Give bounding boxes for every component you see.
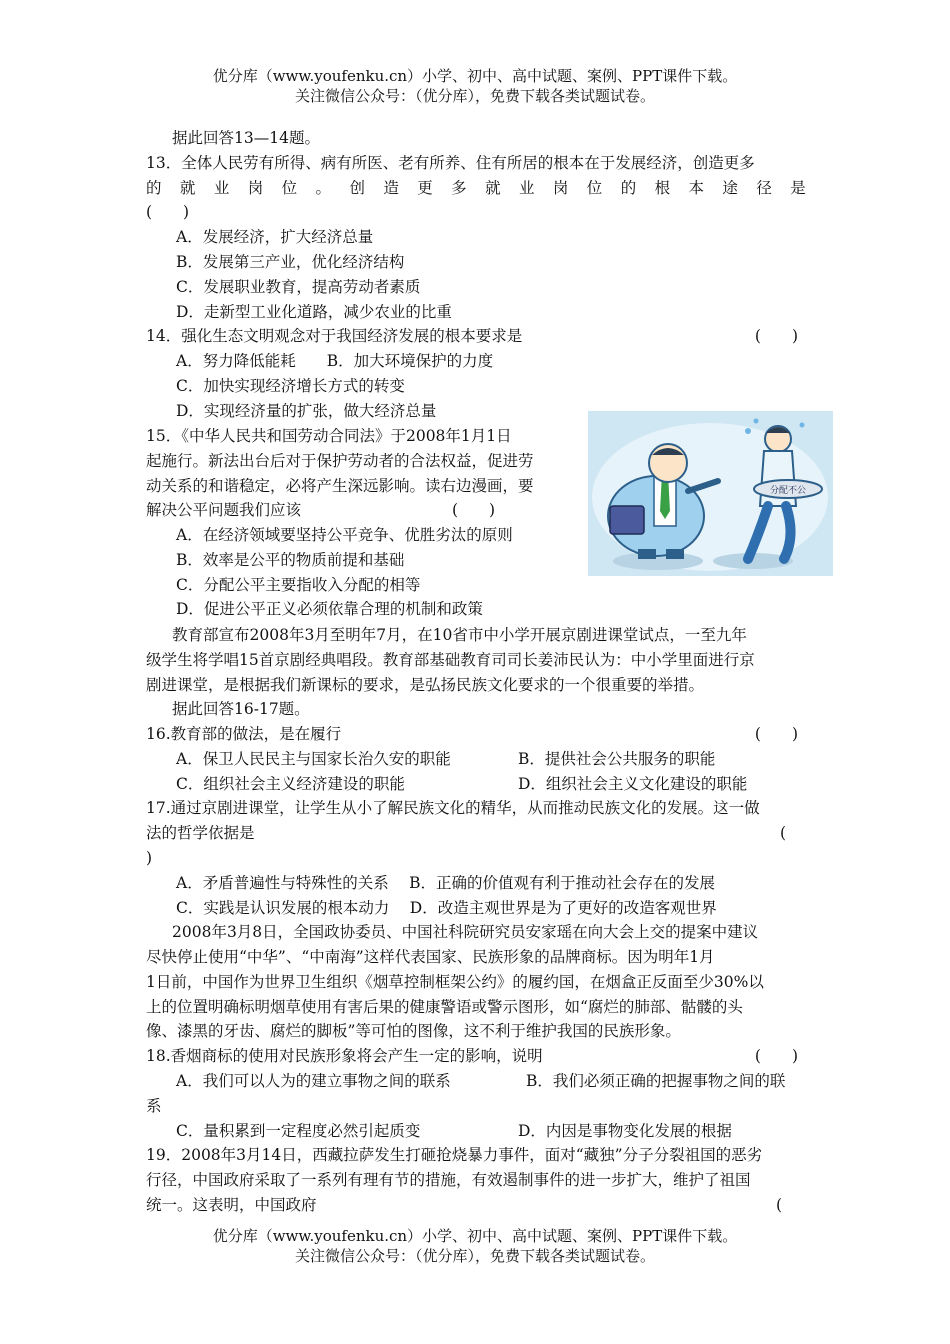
passage-16-17-line-1: 教育部宣布2008年3月至明年7月，在10省市中小学开展京剧进课堂试点，一至九年 xyxy=(172,626,747,644)
q17-option-cd: C．实践是认识发展的根本动力 D．改造主观世界是为了更好的改造客观世界 xyxy=(176,899,717,917)
q18-option-a: A．我们可以人为的建立事物之间的联系 xyxy=(176,1072,451,1090)
q13-option-b: B．发展第三产业，优化经济结构 xyxy=(176,253,405,271)
q13-stem-line-2: 的 就 业 岗 位 。 创 造 更 多 就 业 岗 位 的 根 本 途 径 是 xyxy=(146,179,806,197)
q18-stem: 18.香烟商标的使用对民族形象将会产生一定的影响，说明 xyxy=(146,1047,543,1065)
q15-stem-line-1: 15．《中华人民共和国劳动合同法》于2008年1月1日 xyxy=(146,427,512,445)
passage-18-line-3: 1日前，中国作为世界卫生组织《烟草控制框架公约》的履约国，在烟盒正反面至少30%以 xyxy=(146,973,764,991)
q19-stem-line-2: 行径，中国政府采取了一系列有理有节的措施，有效遏制事件的进一步扩大，维护了祖国 xyxy=(146,1171,751,1189)
q16-answer-paren: ( ) xyxy=(754,725,798,743)
q13-answer-paren: ( ) xyxy=(146,203,190,221)
q13-option-c: C．发展职业教育，提高劳动者素质 xyxy=(176,278,421,296)
q17-option-ab: A．矛盾普遍性与特殊性的关系 B．正确的价值观有利于推动社会存在的发展 xyxy=(176,874,716,892)
q17-paren-close: ) xyxy=(146,849,153,867)
header-line-2: 关注微信公众号：（优分库），免费下载各类试题试卷。 xyxy=(294,87,655,105)
header-line-1: 优分库（www.youfenku.cn）小学、初中、高中试题、案例、PPT课件下载。 xyxy=(212,67,738,85)
q15-option-d: D．促进公平正义必须依靠合理的机制和政策 xyxy=(176,600,483,618)
q16-option-b: B．提供社会公共服务的职能 xyxy=(518,750,716,768)
q14-option-d: D．实现经济量的扩张，做大经济总量 xyxy=(176,402,437,420)
cartoon-illustration xyxy=(588,411,833,576)
passage-18-line-2: 尽快停止使用“中华”、“中南海”这样代表国家、民族形象的品牌商标。因为明年1月 xyxy=(146,948,715,966)
q19-stem-line-3: 统一。这表明，中国政府 xyxy=(146,1196,317,1214)
q17-stem-line-2: 法的哲学依据是 xyxy=(146,824,255,842)
passage-16-17-line-3: 剧进课堂，是根据我们新课标的要求，是弘扬民族文化要求的一个很重要的举措。 xyxy=(146,676,705,694)
q15-stem-line-3: 动关系的和谐稳定，必将产生深远影响。读右边漫画，要 xyxy=(146,477,534,495)
footer-line-2: 关注微信公众号：（优分库），免费下载各类试题试卷。 xyxy=(294,1247,655,1265)
q15-option-b: B．效率是公平的物质前提和基础 xyxy=(176,551,405,569)
passage-18-line-5: 像、漆黑的牙齿、腐烂的脚板”等可怕的图像，这不利于维护我国的民族形象。 xyxy=(146,1022,681,1040)
q16-option-c: C．组织社会主义经济建设的职能 xyxy=(176,775,405,793)
bowl-caption: 分配不公 xyxy=(769,486,807,496)
q19-paren-open: ( xyxy=(776,1196,783,1214)
q15-option-c: C．分配公平主要指收入分配的相等 xyxy=(176,576,421,594)
q16-stem: 16.教育部的做法，是在履行 xyxy=(146,725,342,743)
q18-option-c: C．量积累到一定程度必然引起质变 xyxy=(176,1122,421,1140)
q14-answer-paren: ( ) xyxy=(754,327,798,345)
q18-option-b-continued: 系 xyxy=(146,1097,162,1115)
page-header xyxy=(0,66,950,106)
q18-answer-paren: ( ) xyxy=(754,1047,798,1065)
q17-paren-open: ( xyxy=(780,824,787,842)
q13-option-a: A．发展经济，扩大经济总量 xyxy=(176,228,374,246)
q15-answer-paren: ( ) xyxy=(452,501,496,519)
q13-option-d: D．走新型工业化道路，减少农业的比重 xyxy=(176,303,452,321)
q15-stem-line-2: 起施行。新法出台后对于保护劳动者的合法权益，促进劳 xyxy=(146,452,534,470)
q14-option-ab: A．努力降低能耗 B．加大环境保护的力度 xyxy=(176,352,494,370)
q13-stem-line-1: 13．全体人民劳有所得、病有所医、老有所养、住有所居的根本在于发展经济，创造更多 xyxy=(146,154,755,172)
q18-option-b: B．我们必须正确的把握事物之间的联 xyxy=(526,1072,786,1090)
q15-stem-line-4: 解决公平问题我们应该 xyxy=(146,501,302,519)
footer-line-1: 优分库（www.youfenku.cn）小学、初中、高中试题、案例、PPT课件下载。 xyxy=(212,1227,738,1245)
q19-stem-line-1: 19．2008年3月14日，西藏拉萨发生打砸抢烧暴力事件，面对“藏独”分子分裂祖国的恶劣 xyxy=(146,1146,763,1164)
passage-18-line-1: 2008年3月8日，全国政协委员、中国社科院研究员安家瑶在向大会上交的提案中建议 xyxy=(172,923,759,941)
intro-13-14: 据此回答13—14题。 xyxy=(172,129,320,147)
q14-option-c: C．加快实现经济增长方式的转变 xyxy=(176,377,405,395)
passage-18-line-4: 上的位置明确标明烟草使用有害后果的健康警语或警示图形，如“腐烂的肺部、骷髅的头 xyxy=(146,998,743,1016)
passage-16-17-line-2: 级学生将学唱15首京剧经典唱段。教育部基础教育司司长姜沛民认为：中小学里面进行京 xyxy=(146,651,755,669)
q16-option-d: D．组织社会主义文化建设的职能 xyxy=(518,775,748,793)
q18-option-d: D．内因是事物变化发展的根据 xyxy=(518,1122,732,1140)
q15-option-a: A．在经济领域要坚持公平竞争、优胜劣汰的原则 xyxy=(176,526,513,544)
q14-stem: 14．强化生态文明观念对于我国经济发展的根本要求是 xyxy=(146,327,523,345)
page-footer xyxy=(0,1226,950,1266)
q16-option-a: A．保卫人民民主与国家长治久安的职能 xyxy=(176,750,451,768)
q17-stem-line-1: 17.通过京剧进课堂，让学生从小了解民族文化的精华，从而推动民族文化的发展。这一做 xyxy=(146,799,760,817)
intro-16-17: 据此回答16-17题。 xyxy=(172,700,310,718)
